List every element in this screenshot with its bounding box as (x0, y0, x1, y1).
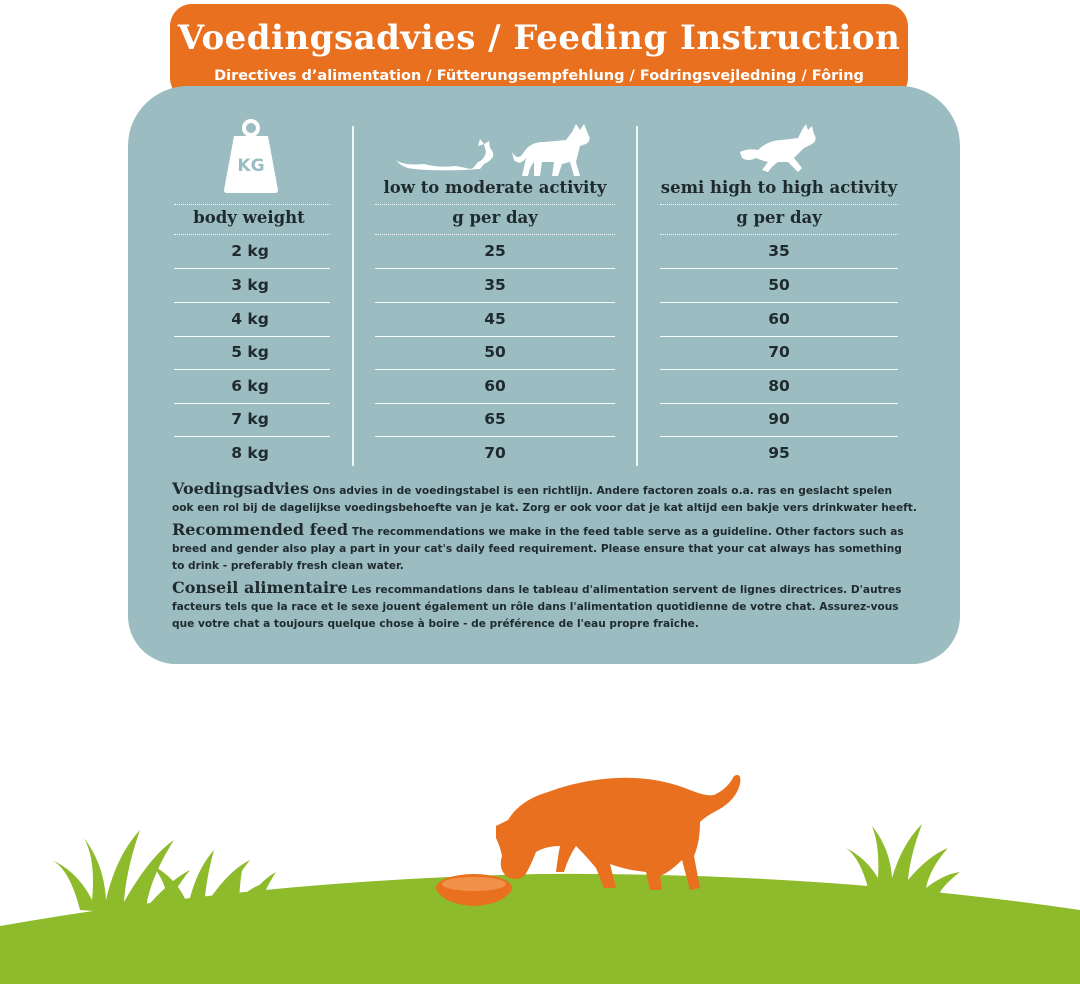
weight-cell: 8 kg (231, 444, 269, 462)
row-rule (660, 369, 898, 370)
weight-cell: 2 kg (231, 242, 269, 260)
column-unit-body-weight: body weight (193, 208, 305, 227)
row-rule (174, 268, 330, 269)
grass-illustration (0, 760, 1080, 984)
note-lead: Conseil alimentaire (172, 578, 348, 597)
row-rule (174, 369, 330, 370)
header-rule (174, 204, 330, 205)
note-english (172, 521, 917, 575)
note-lead: Recommended feed (172, 520, 349, 539)
column-divider (352, 126, 354, 466)
high-activity-cell: 95 (768, 444, 790, 462)
high-activity-cell: 60 (768, 310, 790, 328)
low-activity-cell: 45 (484, 310, 506, 328)
low-activity-cell: 60 (484, 377, 506, 395)
note-text: Les recommandations dans le tableau d'alimentation servent de lignes directrices. D'autres facteurs tels que la race et le sexe jouent également un rôle dans l'alimentation quotidienne de votre chat. Assurez-vous que votre chat a toujours quelque chose à boire - de préférence de l'eau propre fraîche. (172, 584, 902, 630)
row-rule (174, 302, 330, 303)
high-activity-cell: 70 (768, 343, 790, 361)
weight-cell: 7 kg (231, 410, 269, 428)
low-activity-cell: 70 (484, 444, 506, 462)
feeding-notes (172, 480, 917, 637)
low-activity-cell: 50 (484, 343, 506, 361)
column-unit-high-activity: g per day (736, 208, 822, 227)
high-activity-cell: 35 (768, 242, 790, 260)
note-dutch (172, 480, 917, 517)
header-rule (375, 204, 615, 205)
note-lead: Voedingsadvies (172, 479, 310, 498)
page-subtitle: Directives d’alimentation / Fütterungsempfehlung / Fodringsvejledning / Fôring (214, 68, 864, 84)
page-title: Voedingsadvies / Feeding Instruction (177, 18, 901, 58)
header-rule (660, 204, 898, 205)
high-activity-cell: 80 (768, 377, 790, 395)
row-rule (375, 369, 615, 370)
header-rule (174, 234, 330, 235)
header-rule (375, 234, 615, 235)
high-activity-cell: 90 (768, 410, 790, 428)
eating-cat-illustration (496, 775, 740, 890)
weight-cell: 3 kg (231, 276, 269, 294)
row-rule (375, 268, 615, 269)
row-rule (375, 436, 615, 437)
low-activity-cell: 35 (484, 276, 506, 294)
row-rule (174, 336, 330, 337)
note-text: The recommendations we make in the feed table serve as a guideline. Other factors such as breed and gender also play a part in your cat's daily feed requirement. Please ensure that your cat always has something to drink - preferably fresh clean water. (172, 526, 904, 572)
weight-kg-icon (222, 118, 280, 194)
row-rule (660, 403, 898, 404)
row-rule (375, 302, 615, 303)
running-cat-icon (738, 124, 820, 176)
row-rule (375, 336, 615, 337)
row-rule (660, 436, 898, 437)
resting-cat-icon (394, 138, 498, 172)
row-rule (660, 302, 898, 303)
weight-cell: 5 kg (231, 343, 269, 361)
weight-icon-label: KG (237, 156, 265, 176)
column-unit-low-activity: g per day (452, 208, 538, 227)
note-text: Ons advies in de voedingstabel is een richtlijn. Andere factoren zoals o.a. ras en geslacht spelen ook een rol bij de dagelijkse voedingsbehoefte van je kat. Zorg er ook voor dat je kat altijd een bakje vers drinkwater heeft. (172, 485, 917, 514)
row-rule (174, 403, 330, 404)
weight-cell: 4 kg (231, 310, 269, 328)
weight-cell: 6 kg (231, 377, 269, 395)
high-activity-cell: 50 (768, 276, 790, 294)
row-rule (174, 436, 330, 437)
column-title-high-activity: semi high to high activity (660, 178, 898, 197)
walking-cat-icon (510, 122, 596, 178)
column-title-low-activity: low to moderate activity (383, 178, 607, 197)
note-french (172, 579, 917, 633)
row-rule (660, 336, 898, 337)
row-rule (660, 268, 898, 269)
row-rule (375, 403, 615, 404)
low-activity-cell: 65 (484, 410, 506, 428)
column-divider (636, 126, 638, 466)
header-rule (660, 234, 898, 235)
low-activity-cell: 25 (484, 242, 506, 260)
